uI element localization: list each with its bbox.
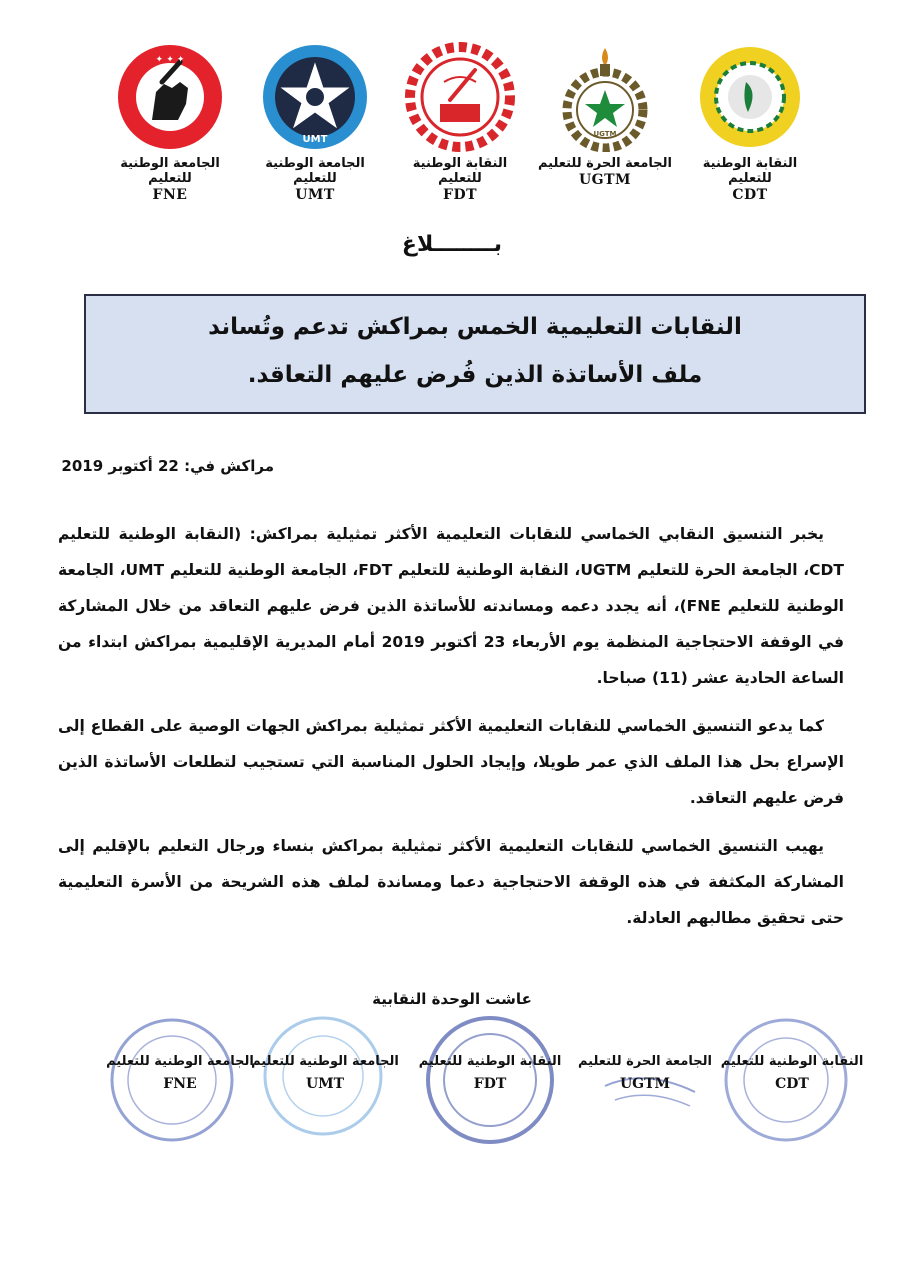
- logo-ugtm-code: UGTM: [578, 172, 632, 188]
- ugtm-torch-logo-icon: [545, 42, 665, 152]
- signature-cdt-code: CDT: [775, 1076, 809, 1092]
- umt-star-logo-icon: [255, 42, 375, 152]
- signature-fne-name: الجامعة الوطنية للتعليم: [106, 1054, 254, 1069]
- signature-fdt: [410, 1008, 570, 1148]
- signature-cdt: [712, 1008, 872, 1148]
- logo-cdt: [680, 42, 820, 203]
- logo-cdt-code: CDT: [732, 187, 768, 203]
- logo-umt: [245, 42, 385, 203]
- logo-ugtm-name: الجامعة الحرة للتعليم: [537, 156, 673, 171]
- title-line-2: ملف الأساتذة الذين فُرض عليهم التعاقد.: [247, 362, 703, 388]
- signature-ugtm: [565, 1008, 725, 1148]
- svg-text:UGTM: UGTM: [593, 130, 617, 138]
- logo-ugtm: [535, 42, 675, 188]
- logos-row: [100, 42, 820, 202]
- title-box: [84, 294, 866, 414]
- logo-umt-code: UMT: [295, 187, 335, 203]
- paragraph-1: يخبر التنسيق النقابي الخماسي للنقابات التعليمية الأكثر تمثيلية بمراكش: (النقابة الوطنية للتعليم CDT، الجامعة الحرة للتعليم UGTM، النقابة الوطنية للتعليم FDT، الجامعة الوطنية للتعليم UMT، الجامعة الوطنية للتعليم FNE)، أنه يجدد دعمه ومساندته للأساتذة الذين فرض عليهم التعاقد من خلال المشاركة في الوقفة الاحتجاجية المنظمة يوم الأربعاء 23 أكتوبر 2019 أمام المديرية الإقليمية بمراكش ابتداء من الساعة الحادية عشر (11) صباحا.: [58, 525, 844, 687]
- body-text: [58, 516, 844, 948]
- logo-fne: [100, 42, 240, 203]
- logo-fne-code: FNE: [152, 187, 188, 203]
- fne-fist-logo-icon: [110, 42, 230, 152]
- svg-text:UMT: UMT: [302, 134, 328, 145]
- signature-fne: [100, 1008, 260, 1148]
- signature-ugtm-name: الجامعة الحرة للتعليم: [577, 1054, 713, 1069]
- signature-umt-code: UMT: [305, 1076, 345, 1092]
- paragraph-3: يهيب التنسيق الخماسي للنقابات التعليمية الأكثر تمثيلية بمراكش بنساء ورجال التعليم بالإقليم إلى المشاركة المكثفة في هذه الوقفة الاحتجاجية دعما ومساندة لملف هذه الشريحة من الأسرة التعليمية حتى تحقيق مطالبهم العادلة.: [58, 837, 844, 927]
- title-line-1: النقابات التعليمية الخمس بمراكش تدعم وتُساند: [208, 314, 742, 340]
- logo-fdt-code: FDT: [443, 187, 477, 203]
- signature-ugtm-code: UGTM: [619, 1076, 671, 1092]
- logo-fne-name: الجامعة الوطنية للتعليم: [120, 156, 220, 186]
- logo-cdt-name: النقابة الوطنية للتعليم: [702, 156, 798, 186]
- signature-cdt-name: النقابة الوطنية للتعليم: [720, 1054, 864, 1069]
- announcement-heading: بــــــــلاغ: [401, 232, 503, 257]
- svg-text:✦ ✦ ✦: ✦ ✦ ✦: [155, 55, 185, 65]
- logo-fdt-name: النقابة الوطنية للتعليم: [412, 156, 508, 186]
- document-date: مراكش في: 22 أكتوبر 2019: [61, 457, 274, 475]
- signature-umt: [245, 1008, 405, 1148]
- fdt-gear-logo-icon: [400, 42, 520, 152]
- closing-slogan: عاشت الوحدة النقابية: [372, 990, 532, 1008]
- signature-fdt-name: النقابة الوطنية للتعليم: [418, 1054, 562, 1069]
- paragraph-2: كما يدعو التنسيق الخماسي للنقابات التعليمية الأكثر تمثيلية بمراكش الجهات الوصية على القطاع إلى الإسراع بحل هذا الملف الذي عمر طويلا، وإيجاد الحلول المناسبة التي تستجيب لتطلعات الأساتذة الذين فرض عليهم التعاقد.: [58, 717, 844, 807]
- signature-fdt-code: FDT: [473, 1076, 507, 1092]
- logo-umt-name: الجامعة الوطنية للتعليم: [265, 156, 365, 186]
- signature-umt-name: الجامعة الوطنية للتعليم: [251, 1054, 399, 1069]
- signature-fne-code: FNE: [163, 1076, 197, 1092]
- cdt-gear-logo-icon: [690, 42, 810, 152]
- logo-fdt: [390, 42, 530, 203]
